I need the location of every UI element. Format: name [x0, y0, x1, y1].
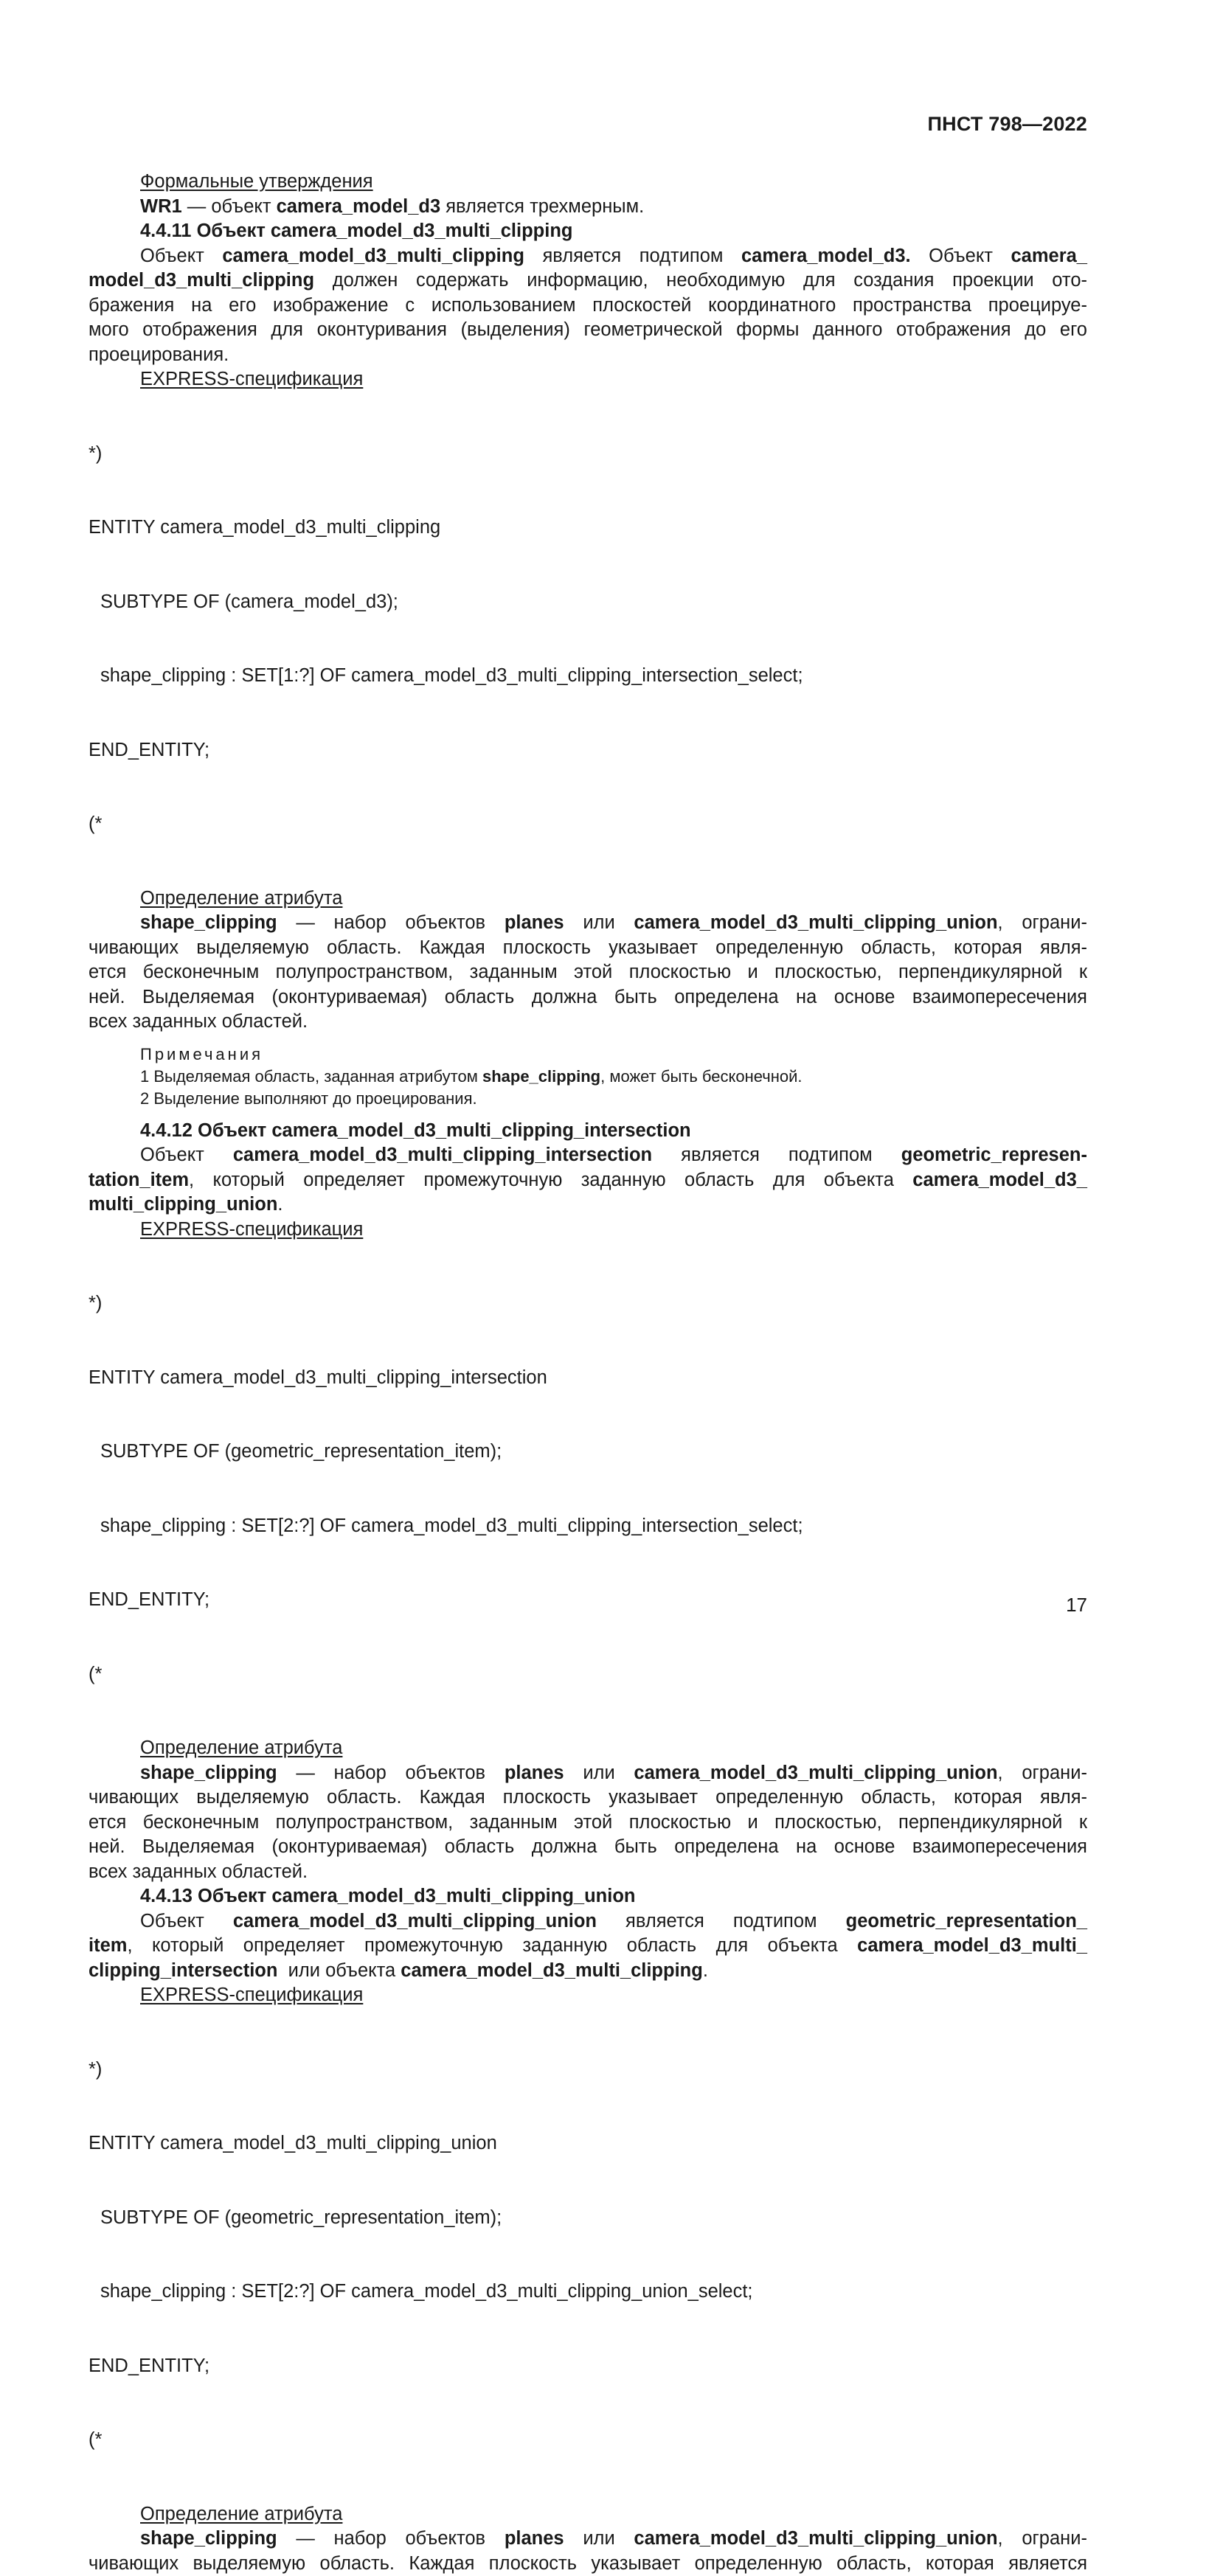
attribute-definition-heading: Определение атрибута [140, 1737, 343, 1758]
section-4-4-11-title: 4.4.11 Объект camera_model_d3_multi_clipping [140, 221, 573, 241]
attribute-definition-paragraph: shape_clipping — набор объектов planes или camera_model_d3_multi_clipping_union, ограни- чивающих выделяемую область. Каждая плоскость указывает определенную область, которая является [89, 2528, 1087, 2574]
express-spec-heading: EXPRESS-спецификация [140, 1985, 364, 2005]
express-code-block: *) ENTITY camera_model_d3_multi_clipping_union SUBTYPE OF (geometric_representation_item); shape_clipping : SET[2:?] OF camera_model_d3_multi_clipping_union_select; END_ENTITY; (* [89, 2058, 753, 2450]
section-4-4-12-paragraph: Объект camera_model_d3_multi_clipping_intersection является подтипом geometric_represen- tation_item, который определяет промежуточную заданную область для объекта camera_model_d3_ multi_clipping_union. [89, 1145, 1087, 1215]
wr1-statement: WR1 — объект camera_model_d3 является трехмерным. [140, 195, 645, 217]
section-4-4-11-paragraph: Объект camera_model_d3_multi_clipping является подтипом camera_model_d3. Объект camera_ model_d3_multi_clipping должен содержать информацию, необходимую для создания проекции ото- бражения на его изображение с использованием плоскостей координатного пространства проецируе- мого отображения для оконтуривания (выделения) геометрической формы данного отображения до его проецирования. [89, 245, 1087, 365]
attribute-definition-paragraph: shape_clipping — набор объектов planes или camera_model_d3_multi_clipping_union, ограни- чивающих выделяемую область. Каждая плоскость указывает определенную область, которая явля- ется бесконечным полупространством, заданным этой плоскостью и плоскостью, перпендикулярной к ней. Выделяемая (оконтуриваемая) область должна быть определена на основе взаимопересечения всех заданных областей. [89, 1762, 1087, 1882]
note-item: 1 Выделяемая область, заданная атрибутом shape_clipping, может быть бесконечной. [140, 1066, 803, 1086]
section-4-4-12-title: 4.4.12 Объект camera_model_d3_multi_clipping_intersection [140, 1119, 691, 1141]
attribute-definition-heading: Определение атрибута [140, 2503, 343, 2524]
section-4-4-13-paragraph: Объект camera_model_d3_multi_clipping_union является подтипом geometric_representation_ item, который определяет промежуточную заданную область для объекта camera_model_d3_multi_ clipping_intersection или объекта camera_model_d3_multi_clipping. [89, 1910, 1087, 1981]
document-code-header: ПНСТ 798—2022 [927, 113, 1087, 135]
note-item: 2 Выделение выполняют до проецирования. [140, 1089, 477, 1108]
attribute-definition-paragraph: shape_clipping — набор объектов planes или camera_model_d3_multi_clipping_union, ограни- чивающих выделяемую область. Каждая плоскость указывает определенную область, которая явля- ется бесконечным полупространством, заданным этой плоскостью и плоскостью, перпендикулярной к ней. Выделяемая (оконтуриваемая) область должна быть определена на основе взаимопересечения всех заданных областей. [89, 912, 1087, 1032]
section-4-4-13-title: 4.4.13 Объект camera_model_d3_multi_clipping_union [140, 1886, 636, 1906]
page-number: 17 [1066, 1594, 1087, 1616]
express-code-block: *) ENTITY camera_model_d3_multi_clipping SUBTYPE OF (camera_model_d3); shape_clipping : SET[1:?] OF camera_model_d3_multi_clipping_intersection_select; END_ENTITY; (* [89, 442, 803, 834]
formal-statements-heading: Формальные утверждения [140, 171, 373, 192]
document-body [89, 170, 1087, 2576]
express-spec-heading: EXPRESS-спецификация [140, 369, 364, 389]
express-code-block: *) ENTITY camera_model_d3_multi_clipping_intersection SUBTYPE OF (geometric_representation_item); shape_clipping : SET[2:?] OF camera_model_d3_multi_clipping_intersection_select; END_ENTITY; (* [89, 1293, 803, 1684]
express-spec-heading: EXPRESS-спецификация [140, 1218, 364, 1240]
attribute-definition-heading: Определение атрибута [140, 887, 343, 909]
notes-heading: Примечания [140, 1044, 264, 1063]
notes-block [89, 1044, 1087, 1110]
